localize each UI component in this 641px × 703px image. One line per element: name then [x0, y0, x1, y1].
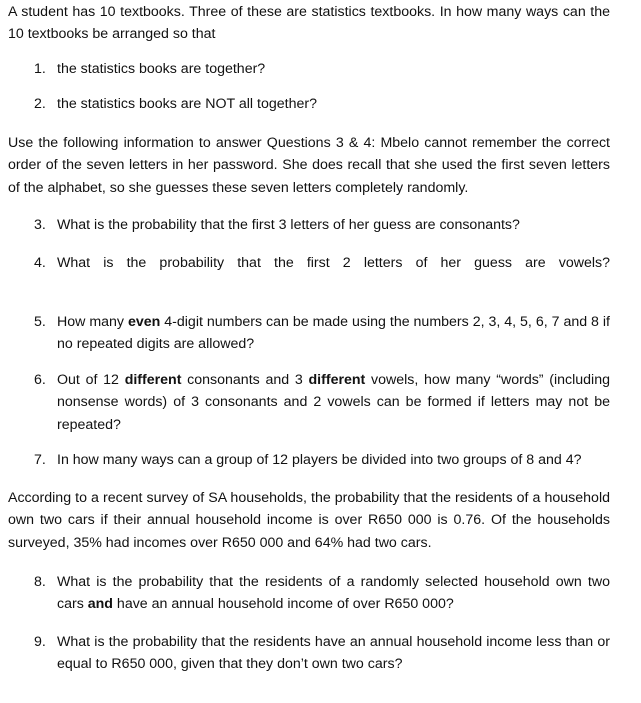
question-text: What is the probability that the residents have an annual household income less than or equal to R650 000, given that they don’t own two cars?: [57, 634, 610, 673]
intro-paragraph-textbooks: A student has 10 textbooks. Three of these are statistics textbooks. In how many ways can the 10 textbooks be arranged so that: [8, 4, 610, 43]
emphasis-and: and: [87, 596, 113, 613]
question-8: [34, 571, 610, 616]
question-text: In how many ways can a group of 12 players be divided into two groups of 8 and 4?: [57, 452, 582, 468]
text-run: How many: [57, 314, 128, 330]
text-run: vowels, how many “words” (including nonsense words) of 3 consonants and 2 vowels can be formed if letters may not be repeated?: [57, 372, 610, 433]
question-number: 7.: [34, 452, 46, 468]
question-text: [57, 369, 610, 436]
text-run: 4-digit numbers can be made using the numbers 2, 3, 4, 5, 6, 7 and 8 if no repeated digits are allowed?: [57, 314, 610, 353]
question-4: [34, 252, 610, 274]
question-number: 5.: [34, 314, 46, 330]
emphasis-different: different: [308, 372, 366, 388]
emphasis-even: even: [127, 314, 161, 330]
text-run: have an annual household income of over R650 000?: [112, 596, 454, 613]
question-text: [57, 571, 610, 616]
question-9: [34, 631, 610, 676]
question-text: What is the probability that the first 3 letters of her guess are consonants?: [57, 217, 520, 233]
question-5: [34, 311, 610, 356]
question-3: [34, 214, 610, 236]
text-run: Out of 12: [57, 372, 125, 388]
question-text: [57, 311, 610, 356]
question-6: [34, 369, 610, 436]
question-number: 1.: [34, 61, 46, 77]
text-run: What is the probability that the residents of a randomly selected household own two cars: [57, 574, 610, 613]
question-number: 9.: [34, 634, 46, 650]
question-number: 4.: [34, 255, 46, 271]
question-7: [34, 449, 610, 471]
intro-paragraph-survey: According to a recent survey of SA households, the probability that the residents of a household own two cars if their annual household income is over R650 000 is 0.76. Of the households surveyed, 35% had incomes over R650 000 and 64% had two cars.: [8, 490, 610, 551]
question-number: 3.: [34, 217, 46, 233]
question-number: 2.: [34, 96, 46, 112]
question-text: the statistics books are together?: [57, 61, 266, 77]
question-text: What is the probability that the first 2 letters of her guess are vowels?: [57, 255, 610, 271]
question-1: [34, 58, 610, 80]
question-number: 8.: [34, 574, 46, 590]
question-number: 6.: [34, 372, 46, 388]
question-2: [34, 93, 610, 115]
intro-paragraph-password: Use the following information to answer Questions 3 & 4: Mbelo cannot remember the correct order of the seven letters in her password. She does recall that she used the first seven letters of the alphabet, so she guesses these seven letters completely randomly.: [8, 135, 610, 196]
emphasis-different: different: [124, 372, 182, 388]
text-run: consonants and 3: [181, 372, 309, 388]
question-text: the statistics books are NOT all together?: [57, 96, 317, 112]
